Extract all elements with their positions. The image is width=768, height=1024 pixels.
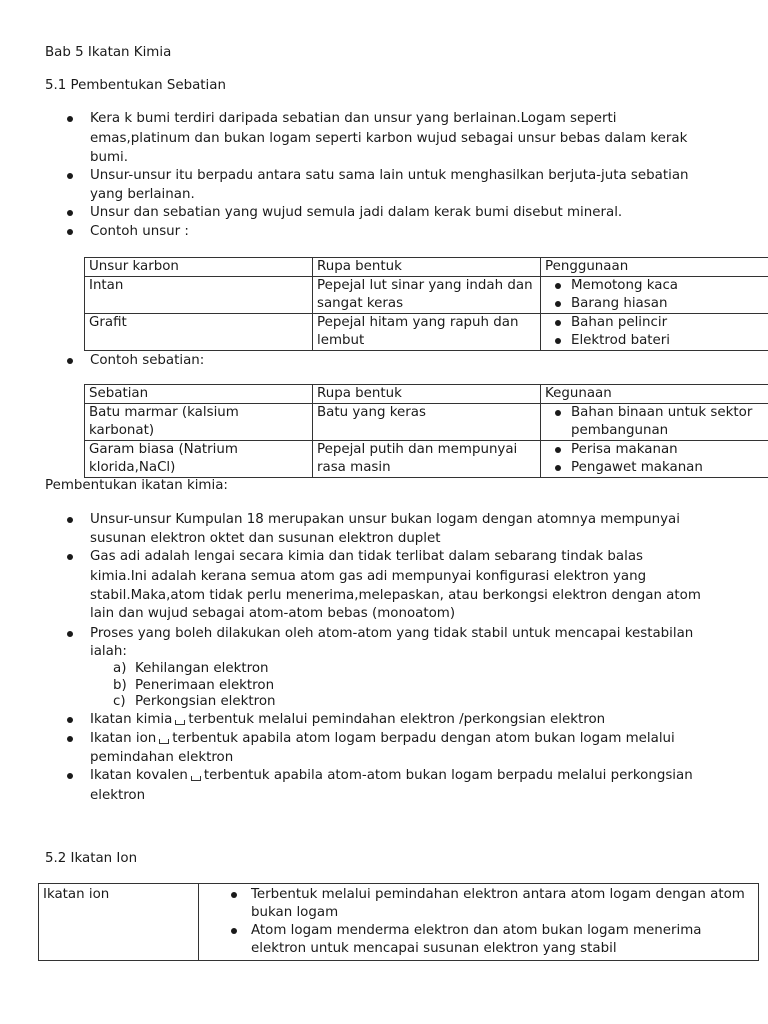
- bullet-text: ialah:: [90, 644, 127, 659]
- sub-item-marker: c): [113, 694, 126, 709]
- sub-item-text: Penerimaan elektron: [135, 678, 275, 693]
- bullet-marker: [67, 210, 73, 216]
- table-header-cell: Rupa bentuk: [313, 385, 541, 404]
- table-cell: Batu yang keras: [313, 404, 541, 441]
- table-row: [85, 277, 768, 314]
- section-5-2-heading: 5.2 Ikatan Ion: [45, 851, 138, 866]
- list-item: Bahan pelincir: [545, 314, 768, 332]
- bullet-text: Kera k bumi terdiri daripada sebatian dan unsur yang berlainan.Logam seperti: [90, 111, 617, 126]
- ikatan-ion-table: [38, 883, 759, 961]
- chapter-title: Bab 5 Ikatan Kimia: [45, 45, 172, 60]
- bullet-text: Contoh unsur :: [90, 224, 189, 239]
- bullet-text: lain dan wujud sebagai atom-atom bebas (monoatom): [90, 606, 456, 621]
- term: Ikatan kimia: [90, 712, 173, 727]
- sub-item-text: Kehilangan elektron: [135, 661, 269, 676]
- table-cell: Pepejal hitam yang rapuh dan lembut: [313, 314, 541, 351]
- table-cell: Ikatan ion: [39, 884, 199, 961]
- bullet-text: Contoh sebatian:: [90, 353, 205, 368]
- bullet-text: [90, 711, 605, 729]
- bullet-marker: [67, 773, 73, 779]
- bullet-text: susunan elektron oktet dan susunan elektron duplet: [90, 531, 441, 546]
- bullet-marker: [67, 229, 73, 235]
- table-cell: Garam biasa (Natrium klorida,NaCl): [85, 441, 313, 478]
- bullet-rest: terbentuk melalui pemindahan elektron /perkongsian elektron: [188, 712, 606, 727]
- bullet-text: yang berlainan.: [90, 187, 195, 202]
- list-item: Barang hiasan: [545, 295, 768, 313]
- bullet-text: pemindahan elektron: [90, 750, 234, 765]
- list-item: Bahan binaan untuk sektor pembangunan: [545, 404, 768, 440]
- sebatian-table: [84, 384, 768, 478]
- bullet-text: [90, 730, 675, 748]
- table-row: [85, 314, 768, 351]
- underscore-mark-icon: [159, 739, 169, 744]
- section-5-1-heading: 5.1 Pembentukan Sebatian: [45, 78, 226, 93]
- table-cell: Batu marmar (kalsium karbonat): [85, 404, 313, 441]
- list-item: Perisa makanan: [545, 441, 768, 459]
- bullet-marker: [67, 173, 73, 179]
- list-item: Pengawet makanan: [545, 459, 768, 477]
- table-row: [39, 884, 759, 961]
- underscore-mark-icon: [191, 776, 201, 781]
- bullet-marker: [67, 554, 73, 560]
- bullet-text: Proses yang boleh dilakukan oleh atom-atom yang tidak stabil untuk mencapai kestabilan: [90, 626, 694, 641]
- table-row: [85, 441, 768, 478]
- table-cell: Intan: [85, 277, 313, 314]
- bullet-text: Unsur dan sebatian yang wujud semula jadi dalam kerak bumi disebut mineral.: [90, 205, 623, 220]
- table-cell: [541, 404, 768, 441]
- table-row: [85, 404, 768, 441]
- table-cell: Pepejal lut sinar yang indah dan sangat keras: [313, 277, 541, 314]
- unsur-table: [84, 257, 768, 351]
- list-item: Memotong kaca: [545, 277, 768, 295]
- table-cell: [541, 314, 768, 351]
- term: Ikatan kovalen: [90, 768, 188, 783]
- bullet-marker: [67, 358, 73, 364]
- table-header-row: [85, 258, 768, 277]
- sub-item-marker: b): [113, 678, 127, 693]
- bullet-rest: terbentuk apabila atom-atom bukan logam berpadu melalui perkongsian: [203, 768, 693, 783]
- table-header-cell: Penggunaan: [541, 258, 768, 277]
- sub-item-text: Perkongsian elektron: [135, 694, 276, 709]
- table-cell: Pepejal putih dan mempunyai rasa masin: [313, 441, 541, 478]
- list-item: Terbentuk melalui pemindahan elektron antara atom logam dengan atom bukan logam: [203, 886, 754, 922]
- bullet-rest: terbentuk apabila atom logam berpadu dengan atom bukan logam melalui: [172, 731, 675, 746]
- bullet-marker: [67, 116, 73, 122]
- bullet-text: bumi.: [90, 150, 129, 165]
- table-header-cell: Rupa bentuk: [313, 258, 541, 277]
- table-header-row: [85, 385, 768, 404]
- table-cell: [199, 884, 759, 961]
- bullet-text: kimia.Ini adalah kerana semua atom gas adi mempunyai konfigurasi elektron yang: [90, 569, 647, 584]
- table-cell: [541, 441, 768, 478]
- term: Ikatan ion: [90, 731, 157, 746]
- bullet-marker: [67, 717, 73, 723]
- bullet-text: stabil.Maka,atom tidak perlu menerima,melepaskan, atau berkongsi elektron dengan atom: [90, 588, 701, 603]
- bullet-marker: [67, 736, 73, 742]
- table-header-cell: Unsur karbon: [85, 258, 313, 277]
- table-header-cell: Sebatian: [85, 385, 313, 404]
- list-item: Elektrod bateri: [545, 332, 768, 350]
- bullet-text: Unsur-unsur Kumpulan 18 merupakan unsur bukan logam dengan atomnya mempunyai: [90, 512, 680, 527]
- underscore-mark-icon: [175, 720, 185, 725]
- bullet-text: [90, 767, 693, 785]
- bullet-text: Gas adi adalah lengai secara kimia dan tidak terlibat dalam sebarang tindak balas: [90, 549, 644, 564]
- bullet-marker: [67, 517, 73, 523]
- sub-item-marker: a): [113, 661, 127, 676]
- table-cell: [541, 277, 768, 314]
- table-header-cell: Kegunaan: [541, 385, 768, 404]
- bullet-text: emas,platinum dan bukan logam seperti karbon wujud sebagai unsur bebas dalam kerak: [90, 131, 688, 146]
- pembentukan-heading: Pembentukan ikatan kimia:: [45, 478, 228, 493]
- bullet-marker: [67, 631, 73, 637]
- table-cell: Grafit: [85, 314, 313, 351]
- bullet-text: elektron: [90, 788, 146, 803]
- list-item: Atom logam menderma elektron dan atom bukan logam menerima elektron untuk mencapai susunan elektron yang stabil: [203, 922, 754, 958]
- bullet-text: Unsur-unsur itu berpadu antara satu sama lain untuk menghasilkan berjuta-juta sebatian: [90, 168, 689, 183]
